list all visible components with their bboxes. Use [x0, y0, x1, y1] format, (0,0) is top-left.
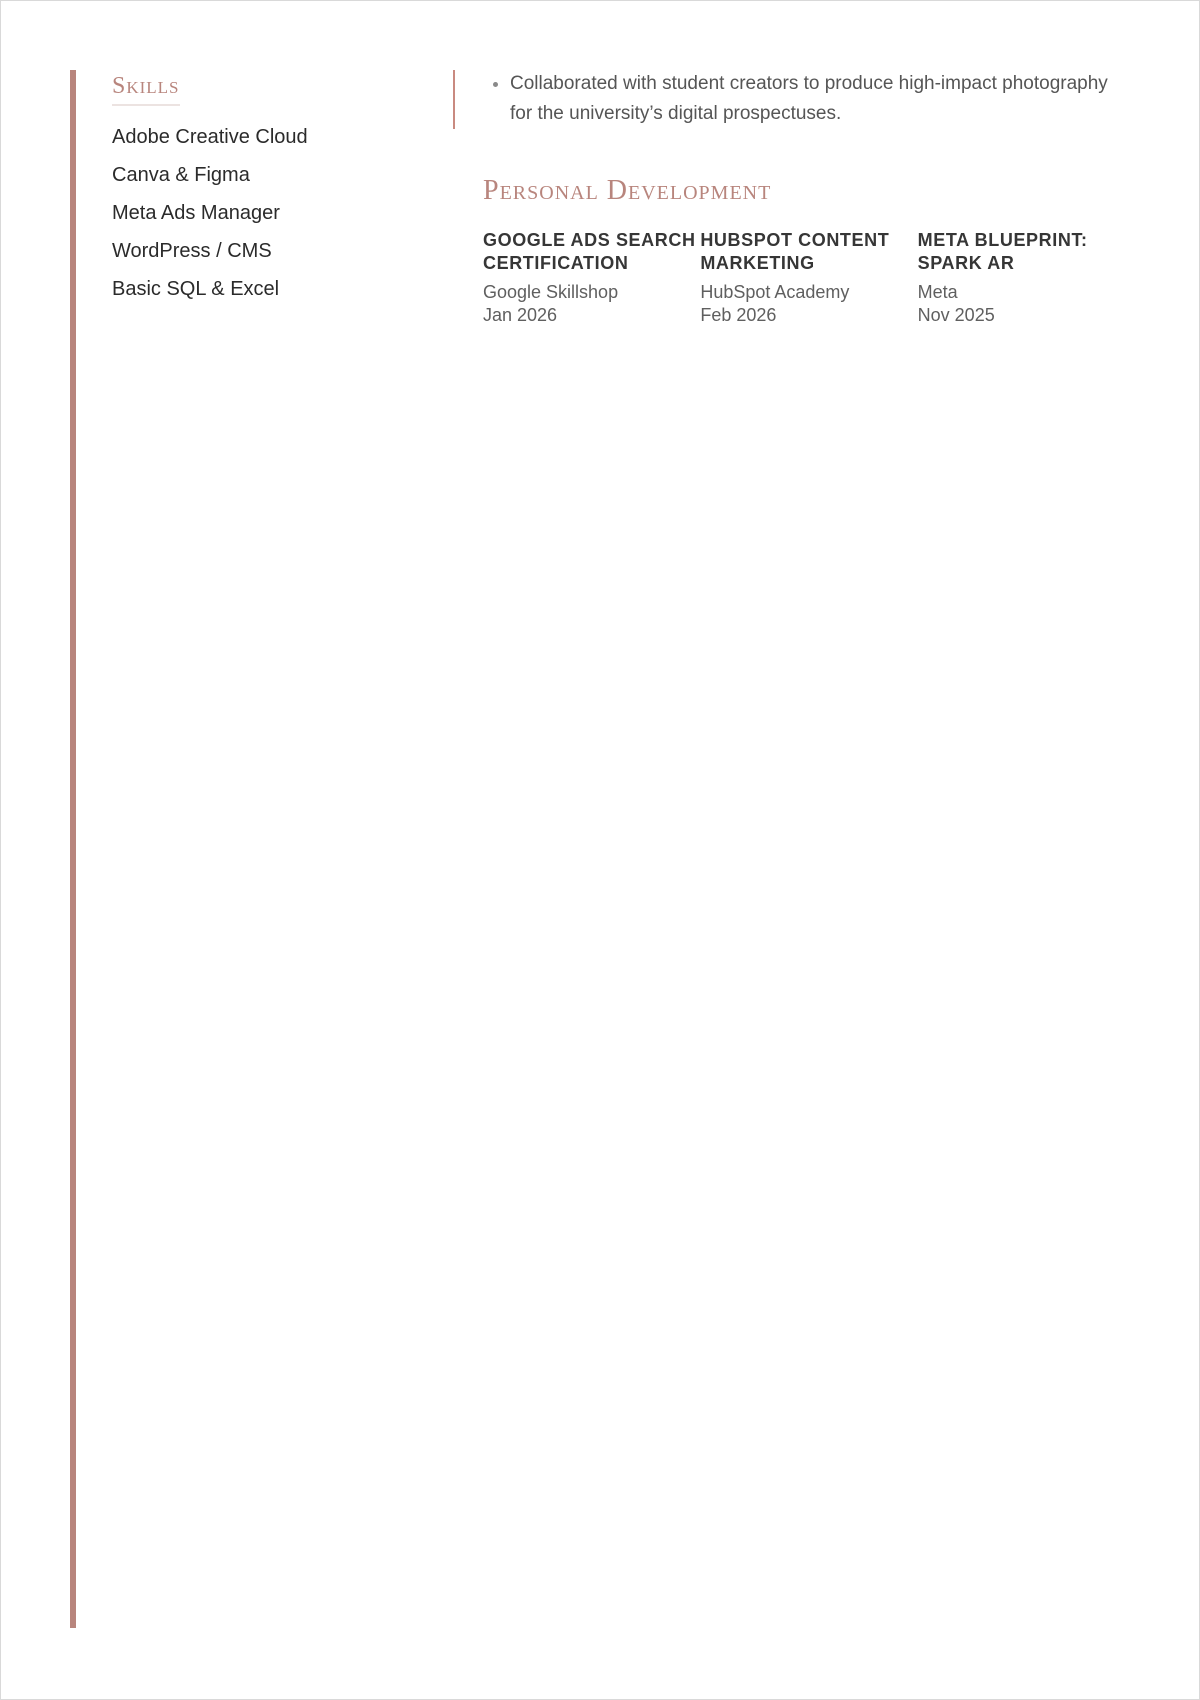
skill-item: Meta Ads Manager: [112, 202, 280, 224]
skill-item: Adobe Creative Cloud: [112, 126, 308, 148]
certification-date: Feb 2026: [700, 305, 777, 325]
certification-card: [483, 229, 700, 327]
left-accent-bar: [70, 70, 76, 1628]
certification-name: META BLUEPRINT: SPARK AR: [917, 230, 1088, 273]
certification-name: HUBSPOT CONTENT MARKETING: [700, 230, 890, 273]
personal-development-heading: Personal Development: [483, 175, 772, 206]
experience-bullets: [483, 69, 1135, 129]
skills-heading: Skills: [112, 73, 180, 106]
certification-issuer: Meta: [917, 282, 958, 302]
certification-name: GOOGLE ADS SEARCH CERTIFICATION: [483, 230, 696, 273]
certifications-grid: [483, 229, 1135, 327]
skill-item: Canva & Figma: [112, 164, 250, 186]
certification-card: [700, 229, 917, 327]
certification-issuer: Google Skillshop: [483, 282, 619, 302]
skills-list: [112, 124, 412, 302]
certification-card: [918, 229, 1135, 327]
certification-date: Nov 2025: [917, 305, 995, 325]
skill-item: Basic SQL & Excel: [112, 278, 280, 300]
skill-item: WordPress / CMS: [112, 240, 272, 262]
main-content: [483, 69, 1135, 327]
experience-bullet: • Collaborated with student creators to produce high-impact photography for the university’s digital prospectuses.: [510, 69, 1135, 129]
certification-issuer: HubSpot Academy: [700, 282, 850, 302]
certification-date: Jan 2026: [483, 305, 558, 325]
experience-divider: [453, 70, 455, 129]
sidebar: [112, 73, 412, 314]
